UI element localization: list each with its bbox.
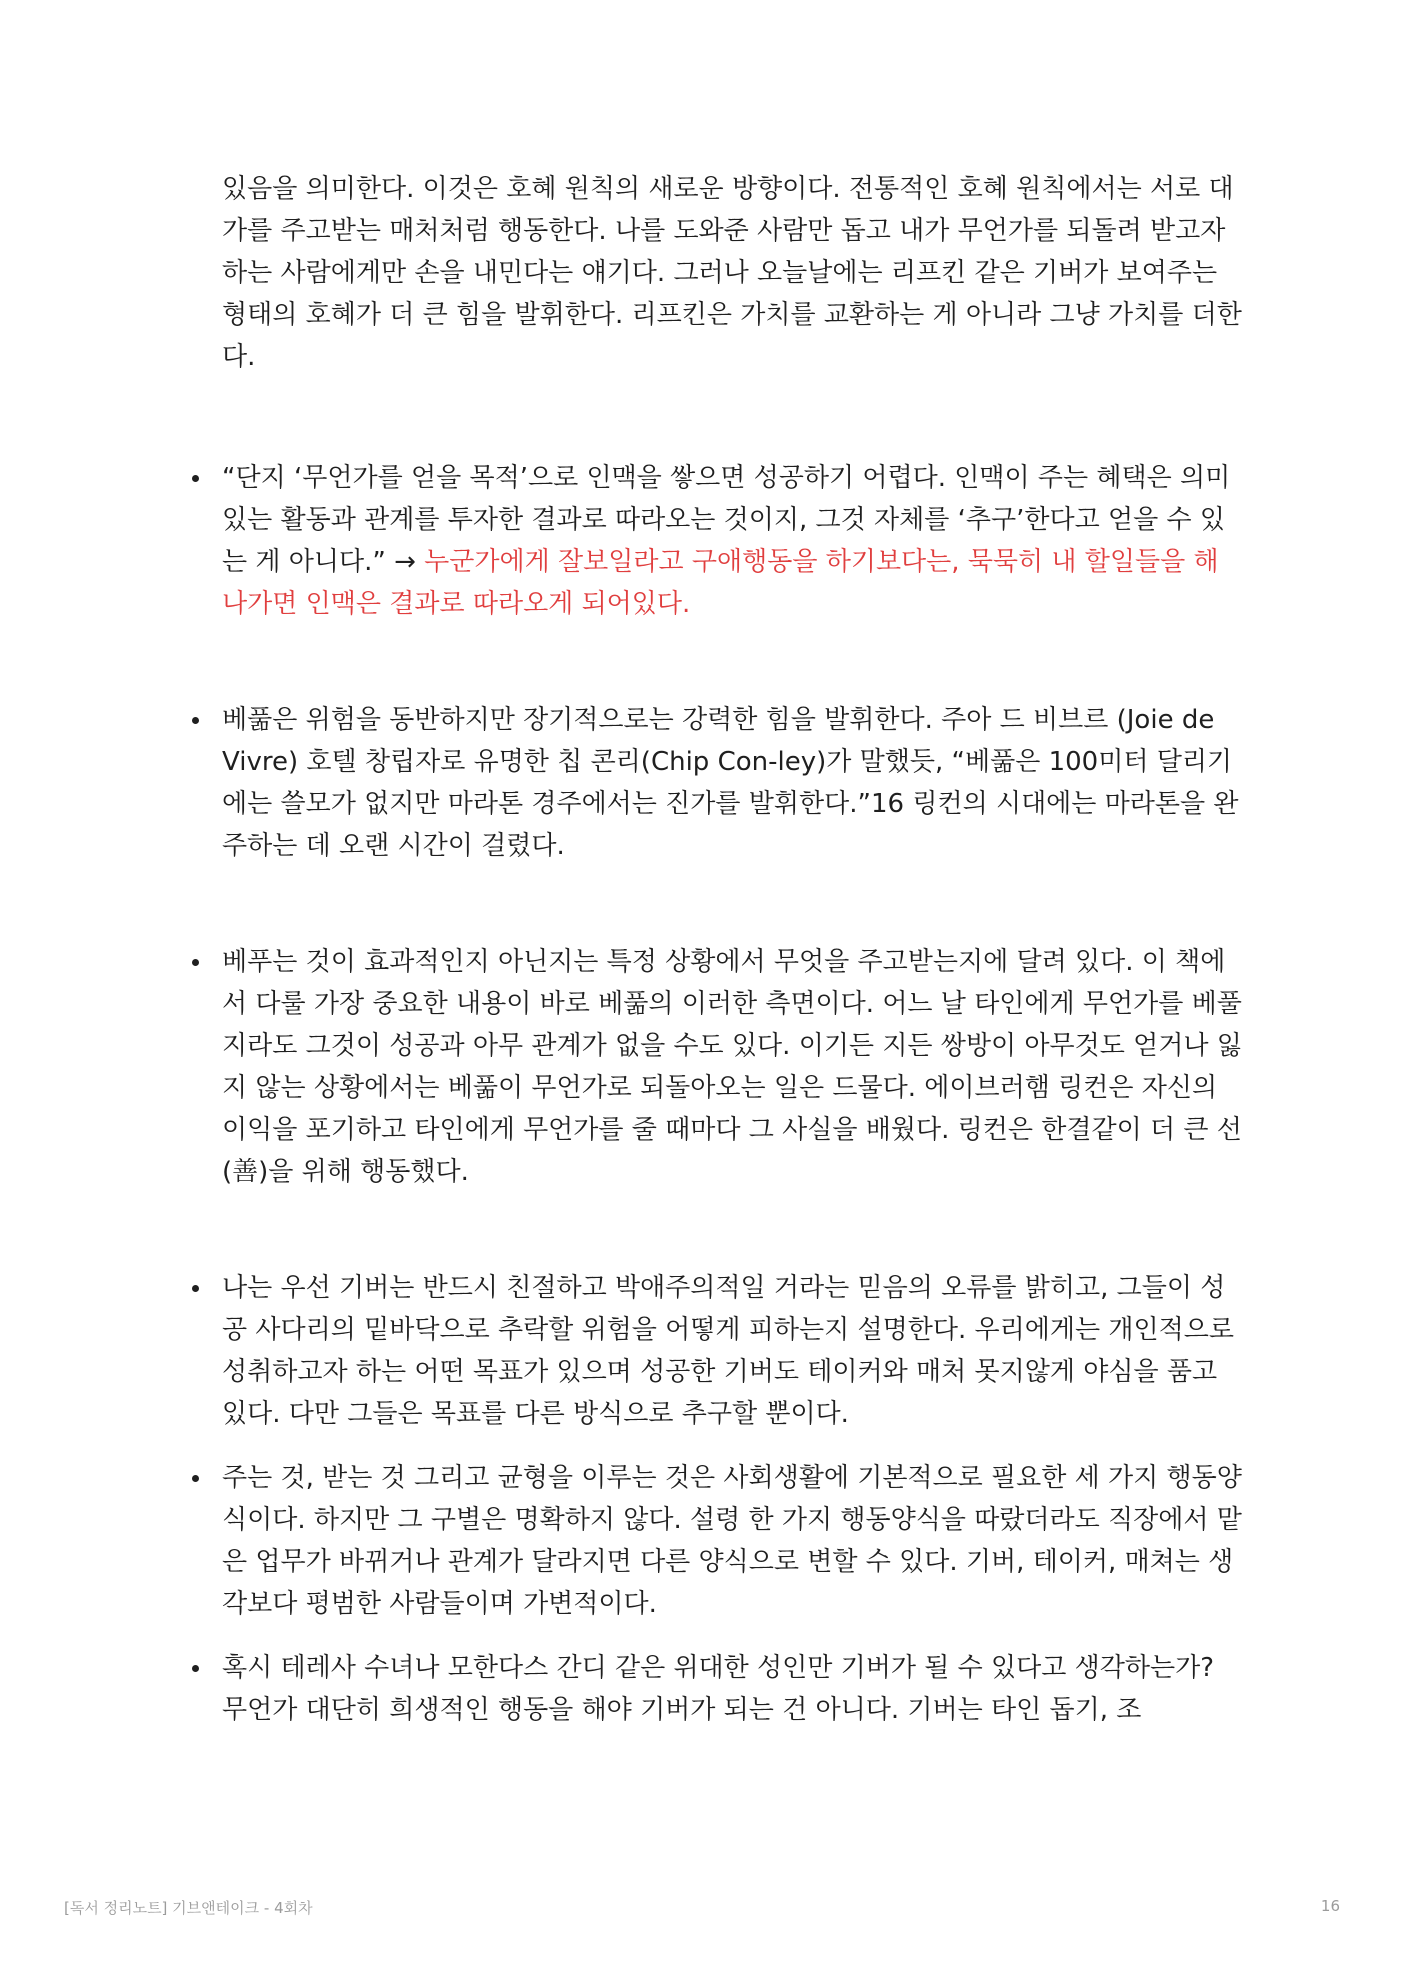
- bullet-text: 베풂은 위험을 동반하지만 장기적으로는 강력한 힘을 발휘한다. 주아 드 비브르 (Joie de Vivre) 호텔 창립자로 유명한 칩 콘리(Chip Con-ley)가 말했듯, “베풂은 100미터 달리기에는 쓸모가 없지만 마라톤 경주에서는 진가를 발휘한다.”16 링컨의 시대에는 마라톤을 완주하는 데 오랜 시간이 걸렸다.: [222, 705, 1239, 861]
- bullet-text: 혹시 테레사 수녀나 모한다스 간디 같은 위대한 성인만 기버가 될 수 있다고 생각하는가? 무언가 대단히 희생적인 행동을 해야 기버가 되는 건 아니다. 기버는 타인 돕기, 조: [222, 1653, 1215, 1725]
- bullet-item-effective-giving: [222, 941, 1242, 1193]
- bullet-item-giving-risk: [222, 699, 1242, 867]
- bullet-text: “단지 ‘무언가를 얻을 목적’으로 인맥을 쌓으면 성공하기 어렵다. 인맥이 주는 혜택은 의미 있는 활동과 관계를 투자한 결과로 따라오는 것이지, 그것 자체를 ‘추구’한다고 얻을 수 있는 게 아니다.” →: [222, 463, 1231, 577]
- bullet-item-saints: [222, 1647, 1242, 1731]
- bullet-text: 베푸는 것이 효과적인지 아닌지는 특정 상황에서 무엇을 주고받는지에 달려 있다. 이 책에서 다룰 가장 중요한 내용이 바로 베풂의 이러한 측면이다. 어느 날 타인에게 무언가를 베풀지라도 그것이 성공과 아무 관계가 없을 수도 있다. 이기든 지든 쌍방이 아무것도 얻거나 잃지 않는 상황에서는 베풂이 무언가로 되돌아오는 일은 드물다. 에이브러햄 링컨은 자신의 이익을 포기하고 타인에게 무언가를 줄 때마다 그 사실을 배웠다. 링컨은 한결같이 더 큰 선(善)을 위해 행동했다.: [222, 947, 1242, 1187]
- bullet-item-networking: [222, 457, 1242, 625]
- intro-paragraph: 있음을 의미한다. 이것은 호혜 원칙의 새로운 방향이다. 전통적인 호혜 원칙에서는 서로 대가를 주고받는 매처처럼 행동한다. 나를 도와준 사람만 돕고 내가 무언가를 되돌려 받고자 하는 사람에게만 손을 내민다는 얘기다. 그러나 오늘날에는 리프킨 같은 기버가 보여주는 형태의 호혜가 더 큰 힘을 발휘한다. 리프킨은 가치를 교환하는 게 아니라 그냥 가치를 더한다.: [222, 174, 1242, 372]
- footer-document-title: [독서 정리노트] 기브앤테이크 - 4회차: [64, 1899, 313, 1917]
- highlighted-note: 누군가에게 잘보일라고 구애행동을 하기보다는, 묵묵히 내 할일들을 해나가면 인맥은 결과로 따라오게 되어있다.: [222, 547, 1219, 619]
- bullet-text: 주는 것, 받는 것 그리고 균형을 이루는 것은 사회생활에 기본적으로 필요한 세 가지 행동양식이다. 하지만 그 구별은 명확하지 않다. 설령 한 가지 행동양식을 따랐더라도 직장에서 맡은 업무가 바뀌거나 관계가 달라지면 다른 양식으로 변할 수 있다. 기버, 테이커, 매쳐는 생각보다 평범한 사람들이며 가변적이다.: [222, 1463, 1242, 1619]
- bullet-item-three-styles: [222, 1457, 1242, 1625]
- bullet-text: 나는 우선 기버는 반드시 친절하고 박애주의적일 거라는 믿음의 오류를 밝히고, 그들이 성공 사다리의 밑바닥으로 추락할 위험을 어떻게 피하는지 설명한다. 우리에게는 개인적으로 성취하고자 하는 어떤 목표가 있으며 성공한 기버도 테이커와 매처 못지않게 야심을 품고 있다. 다만 그들은 목표를 다른 방식으로 추구할 뿐이다.: [222, 1273, 1234, 1429]
- bullet-item-giver-myth: [222, 1267, 1242, 1435]
- footer-page-number: 16: [1320, 1897, 1340, 1915]
